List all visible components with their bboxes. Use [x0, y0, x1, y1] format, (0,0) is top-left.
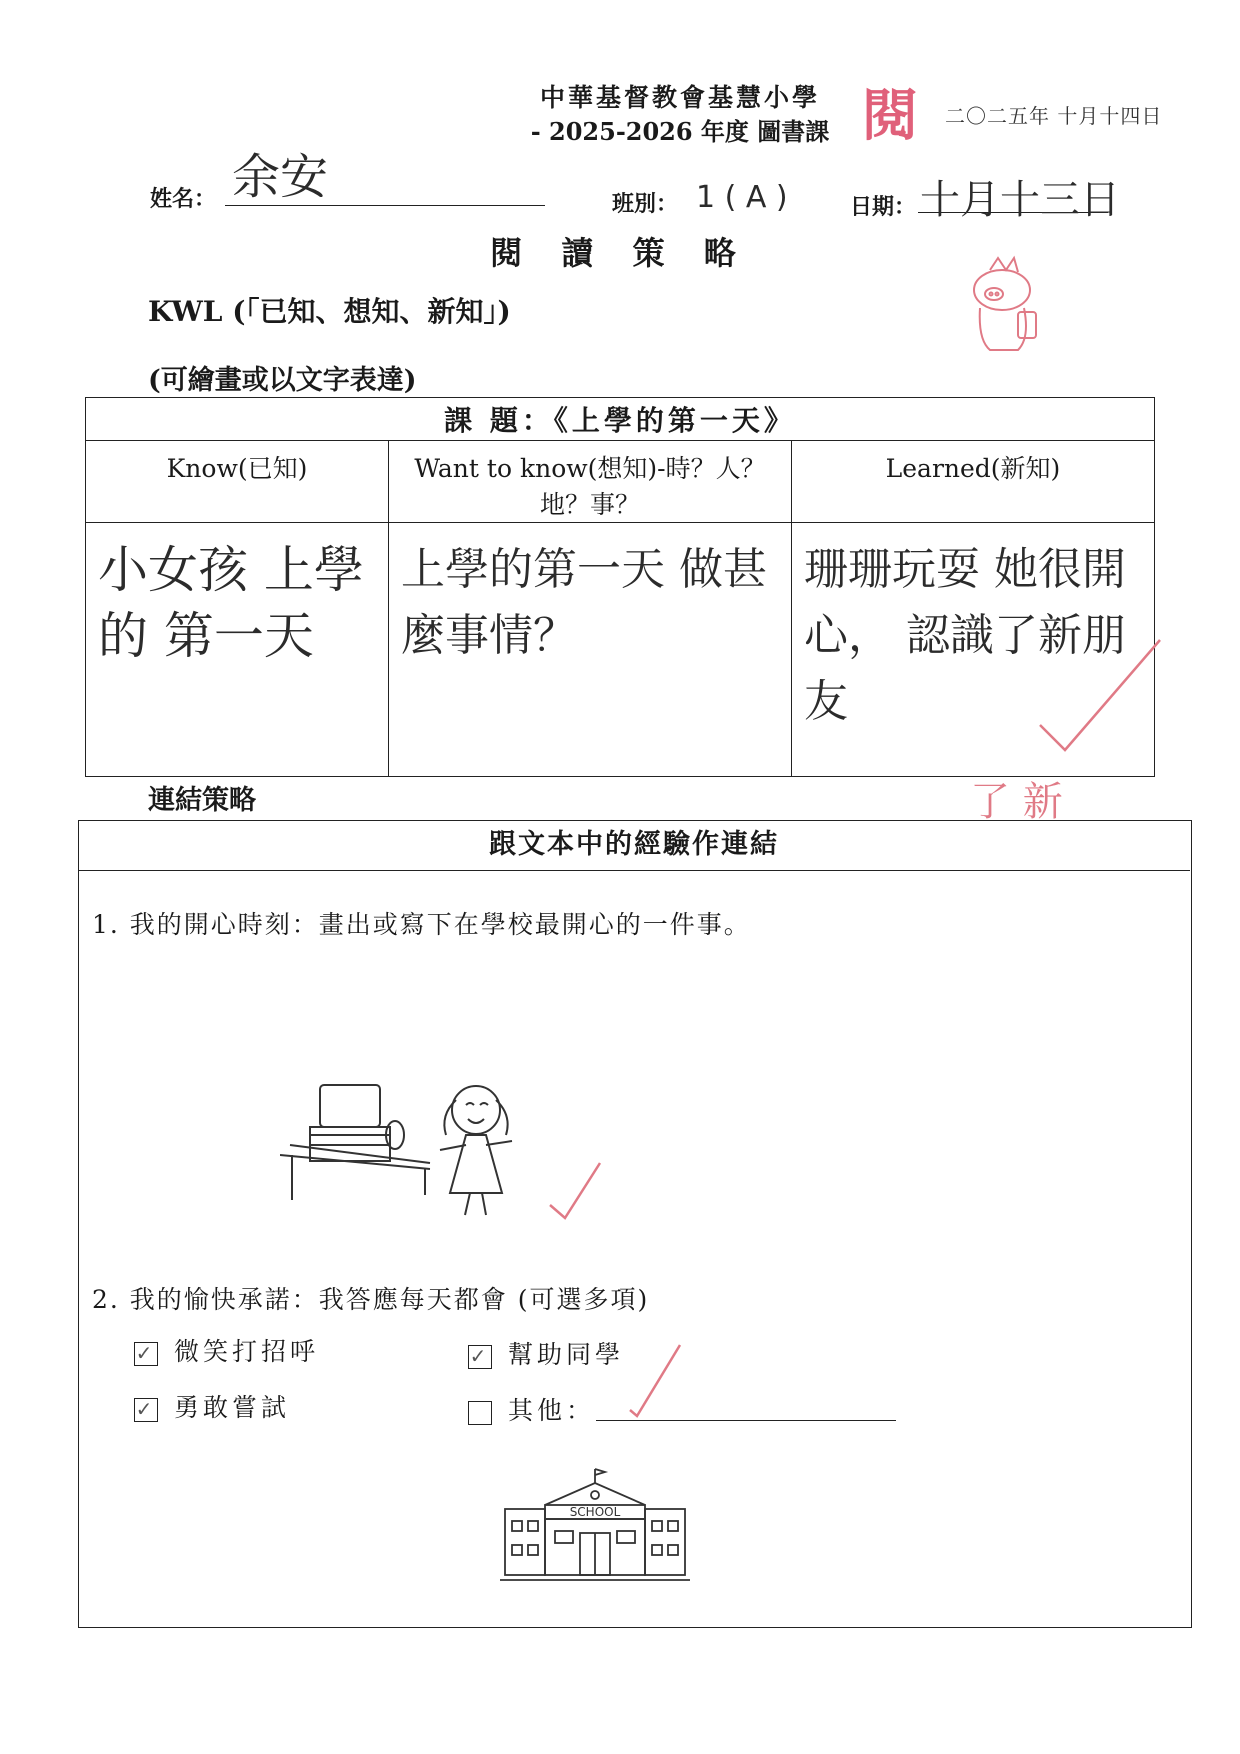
teacher-tick-options — [625, 1340, 685, 1420]
kwl-note: (可繪畫或以文字表達) — [148, 365, 417, 396]
student-drawing — [280, 1075, 800, 1235]
option-other[interactable] — [468, 1391, 595, 1427]
question-1: 1. 我的開心時刻：畫出或寫下在學校最開心的一件事。 — [92, 910, 751, 939]
answer-learned: 珊珊玩耍 她很開心， 認識了新朋友 — [792, 523, 1155, 777]
class-label: 班別： — [612, 191, 679, 217]
option-other-label: 其他： — [508, 1396, 596, 1425]
school-name: 中華基督教會基慧小學 — [539, 83, 820, 112]
name-label: 姓名： — [150, 186, 217, 212]
worksheet-title: 閱 讀 策 略 — [490, 234, 750, 272]
option-brave-label: 勇敢嘗試 — [174, 1393, 291, 1422]
connection-label: 連結策略 — [148, 785, 256, 816]
stamp-date: 二〇二五年 十月十四日 — [945, 104, 1163, 128]
answer-know: 小女孩 上學的 第一天 — [86, 523, 389, 777]
checkbox-smile[interactable]: ✓ — [135, 1340, 157, 1365]
answer-want: 上學的第一天 做甚麼事情？ — [389, 523, 792, 777]
read-stamp: 閱 — [862, 83, 918, 149]
kwl-table — [85, 397, 1155, 777]
header-learned: Learned(新知) — [792, 441, 1155, 523]
connection-box-title: 跟文本中的經驗作連結 — [78, 820, 1190, 871]
topic-cell: 課 題：《上學的第一天》 — [86, 398, 1155, 441]
school-year: - 2025-2026 年度 圖書課 — [530, 117, 830, 146]
other-line — [596, 1420, 896, 1421]
header-want: Want to know(想知)-時？人？地？事？ — [389, 441, 792, 523]
school-sign-text: SCHOOL — [569, 1505, 621, 1519]
date-value: 十月十三日 — [920, 177, 1120, 223]
option-brave[interactable] — [134, 1388, 290, 1424]
school-building-icon — [500, 1465, 690, 1585]
option-help[interactable] — [468, 1335, 624, 1371]
question-2: 2. 我的愉快承諾：我答應每天都會 (可選多項) — [92, 1285, 650, 1314]
checkbox-brave[interactable]: ✓ — [135, 1396, 157, 1421]
option-smile-label: 微笑打招呼 — [174, 1337, 320, 1366]
name-value: 余安 — [232, 149, 329, 205]
checkbox-help[interactable]: ✓ — [469, 1343, 491, 1368]
checkbox-other[interactable] — [468, 1401, 492, 1425]
class-value: 1 ( A ) — [696, 180, 788, 215]
option-smile[interactable] — [134, 1332, 319, 1368]
option-help-label: 幫助同學 — [508, 1340, 625, 1369]
kwl-heading: KWL (「已知、想知、新知」) — [148, 295, 511, 328]
teacher-tick-mark — [1020, 630, 1170, 760]
date-label: 日期： — [850, 194, 917, 220]
header-know: Know(已知) — [86, 441, 389, 523]
teacher-correction: 了 新 — [970, 779, 1063, 825]
